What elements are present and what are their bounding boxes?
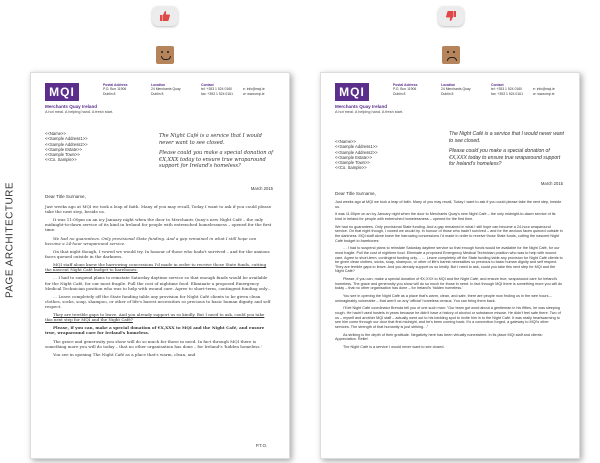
letter-date: March 2015 <box>540 181 563 186</box>
mqi-logo: MQI <box>335 83 369 101</box>
contact-block: Contact tel: +353 1 524 0160 fax: +353 1 524 0161 <box>491 83 523 96</box>
paragraph: Just weeks ago at MQI we took a leap of faith. Many of you may recall, Today I want to ask if you could please take the next step, beside us. <box>335 200 562 209</box>
pull-quote: The Night Café is a service that I would never want to see closed. Please could you make a special donation of €X,XXX today to ensure true wraparound support for Ireland's homeless? <box>449 131 564 168</box>
recipient-address: <<Name>> <<Sample Address1>> <<Sample Address2>> <<Sample Estate>> <<Sample Town>> <<Co. Sample>> <box>335 139 378 171</box>
letter-page-left <box>30 72 290 459</box>
recipient-address: <<Name>> <<Sample Address1>> <<Sample Address2>> <<Sample Estate>> <<Sample Town>> <<Co. Sample>> <box>45 131 88 163</box>
happy-face-icon <box>156 46 174 64</box>
paragraph: It was 11:00pm on an icy January night when the door to Merchants Quay's new Night Café – the only midnight-to-dawn service of its kind in Ireland for people with entrenched homelessness – opened for the first time. <box>335 212 556 221</box>
org-tagline: A hot meal. A helping hand. A fresh start. <box>335 110 404 114</box>
paragraph: … I had to suspend plans to reinstate Saturday daytime service so that enough funds would be available for the Night Café, for our most fragile. Pull the cost of nightime food. Eliminate a proposed Emergency Medical Technician position who was to help with wound care. Agree to short-term, contingent funding only… … Leave completely off the State funding table any provision for Night Café clients to be given clean clothes, socks, soap, shampoo, or other of life's barest necessities so precious to basic human dignity and self respect. They are terrible gaps to leave. And you already support us so kindly. But I need to ask, could you take this next step for MQI and the Night Café? <box>335 246 563 274</box>
letter-body <box>335 200 563 353</box>
paragraph: Just weeks ago at MQI we took a leap of faith. Many of you may recall, Today I want to ask if you could please take the next step, beside us. <box>45 204 272 215</box>
paragraph: You see in opening the Night Café as a place that's warm, clean, and safe, there are people now finding us in the wee hours – unimaginably vulnerable – that aren't on any 'official' homeless census. You can bring them back. <box>335 294 552 303</box>
thumbs-up-icon <box>159 10 171 22</box>
org-name: Merchants Quay Ireland <box>335 104 388 109</box>
contact-block: Contact tel: +353 1 524 0160 fax: +353 1 524 0161 <box>201 83 233 96</box>
page-architecture-label: PAGE ARCHITECTURE <box>4 181 16 299</box>
paragraph: We had no guarantees. Only provisional State funding. And a gap remained in what I still hope can become a 24-hour wraparound service. On that night though, I vowed we would try. In honour of those who hadn't survived – and for the anxious faces queued outside in the darkness. MQI staff alone knew the harrowing concessions I'd made in order to receive those State funds, cutting the nascent Night Café budget to barebones: <box>335 224 563 243</box>
paragraph: You see in opening The Night Café as a place that's warm, clean, and <box>53 351 196 357</box>
paragraph: Please, if you can, make a special donation of €X,XXX to MQI and the Night Café, and ensure true, wraparound care for Ireland's homeless. The grace and generosity you show will do so much for those in need. In fact through MQI there is something more you will do today – that no other organisation has done – for Ireland's 'hidden homeless.' <box>335 277 563 291</box>
pull-quote: The Night Café is a service that I would never want to see closed. Please could you make a special donation of €X,XXX today to ensure true wraparound support for Ireland's homeless? <box>159 133 274 170</box>
paragraph: They are terrible gaps to leave. And you already support us so kindly. But I need to ask, could you take this next step for MQI and the Night Café? <box>45 312 265 323</box>
postal-address-block: Postal Address P.O. Box 11906 Dublin 8 <box>103 83 128 96</box>
location-block: Location 24 Merchants Quay Dublin 8 <box>441 83 471 96</box>
org-name: Merchants Quay Ireland <box>45 104 98 109</box>
paragraph: … Leave completely off the State funding table any provision for Night Café clients to be given clean clothes, socks, soap, shampoo, or other of life's barest necessities so precious to basic human dignity and self respect. <box>45 293 271 309</box>
thumbs-down-icon <box>445 10 457 22</box>
thumbs-down-badge[interactable] <box>438 6 464 26</box>
paragraph: On that night though, I vowed we would try. In honour of those who hadn't survived – and for the anxious faces queued outside in the darkness. <box>45 248 270 259</box>
paragraph: It was 11:00pm on an icy January night when the door to Merchants Quay's new Night Café – the only midnight-to-dawn service of its kind in Ireland for people with entrenched homelessness – opened for the first time. <box>45 217 272 233</box>
email-block: e: info@mqi.ie w: www.mqi.ie <box>533 87 555 96</box>
paragraph: The Night Café is a service I would never want to see closed. <box>343 344 445 349</box>
salutation: Dear Title Surname, <box>335 191 376 196</box>
location-block: Location 24 Merchants Quay Dublin 8 <box>151 83 181 96</box>
sad-face-icon <box>442 46 460 64</box>
paragraph: … I had to suspend plans to reinstate Saturday daytime service so that enough funds would be available for the Night Café, for our most fragile. Pull the cost of nightime food. Eliminate a proposed Emergency Medical Technician position who was to help with wound care. Agree to short-term, contingent funding only… <box>45 275 272 291</box>
org-tagline: A hot meal. A helping hand. A fresh start. <box>45 110 114 114</box>
thumbs-up-badge[interactable] <box>152 6 178 26</box>
letter-date: March 2015 <box>250 186 273 191</box>
paragraph: The grace and generosity you show will do so much for those in need. In fact through MQI there is something more you will do today – that no other organisation has done – for Ireland's 'hidden homeless.' <box>45 338 262 349</box>
mqi-logo: MQI <box>45 83 79 101</box>
email-block: e: info@mqi.ie w: www.mqi.ie <box>243 87 265 96</box>
letter-page-right <box>320 72 580 459</box>
paragraph: I'll let Night Café coordinator Brenda tell you of one such man: "Our team got word about a gentleman in his fifties, he was sleeping rough. He hadn't used hostels in years because he didn't have a history of alcohol or substance misuse. He didn't feel safe there. Two of us – myself and another MQI staff – actually went out to his bedding spot to invite him in to the Night Café. It was really heartwarming to see him come through our door that first midnight, and he's been coming back. It's a connection forged, a gateway to MQI's other services. The strength of that humanity is just striking…" <box>335 306 561 329</box>
postal-address-block: Postal Address P.O. Box 11906 Dublin 8 <box>393 83 418 96</box>
salutation: Dear Title Surname, <box>45 194 86 199</box>
letter-body <box>45 204 273 360</box>
paragraph: We had no guarantees. Only provisional State funding. And a gap remained in what I still hope can become a 24-hour wraparound service. <box>45 235 257 246</box>
paragraph: As striking is the depth of their gratitude. Negativity here has been virtually nonexistent. In its place MQI staff and clients: Appreciation. Relief. <box>335 332 543 342</box>
paragraph: Please, if you can, make a special donation of €X,XXX to MQI and the Night Café, and ensure true, wraparound care for Ireland's homeless. <box>45 325 265 336</box>
pto-label: P.T.O. <box>255 443 267 448</box>
paragraph: MQI staff alone knew the harrowing concessions I'd made in order to receive those State funds, cutting the nascent Night Café budget to barebones: <box>45 262 267 273</box>
